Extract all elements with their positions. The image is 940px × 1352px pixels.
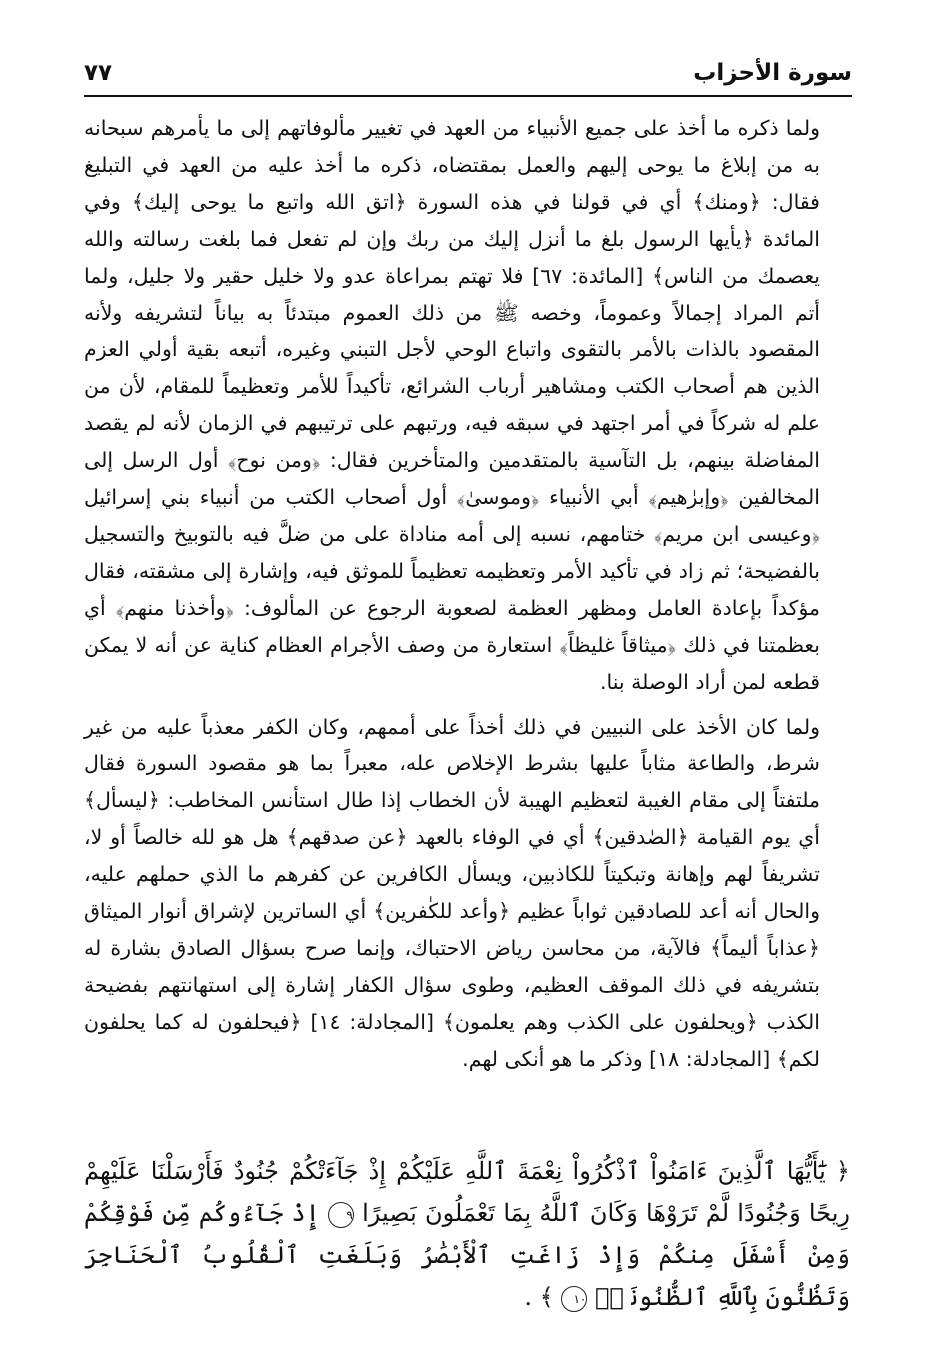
verse-line-2a: وَجُنُودًا لَّمْ تَرَوْهَا وَكَانَ ٱللَّهُ بِمَا تَعْمَلُونَ بَصِيرًا — [362, 1199, 801, 1227]
text-line: ولما ذكره ما أخذ على جميع الأنبياء من العهد في تغيير مألوفاتهم إلى ما يأمرهم — [150, 116, 820, 140]
text-line: للمقام، لأن من علم له شركاً في أمر اجتهد في سبقه فيه، ورتبهم على ترتيبهم في — [84, 374, 820, 436]
page-number: ٧٧ — [84, 60, 113, 86]
text-line: ولما كان الأخذ على النبيين في ذلك أخذاً على أممهم، وكان الكفر معذباً عليه — [156, 714, 820, 739]
verse-line-1: ﴿ يَٰٓأَيُّهَا ٱلَّذِينَ ءَامَنُواْ ٱذْكُرُواْ نِعْمَةَ ٱللَّهِ عَلَيْكُمْ إِذْ جَآءَتْكُمْ جُنُودٌ فَأَرْسَلْنَا عَلَيْهِمْ رِيحًا — [84, 1157, 850, 1227]
text-line: جليل، ولما أتم المراد إجمالاً وعموماً، وخصه ﷺ من ذلك العموم مبتدئاً به بياناً — [84, 263, 820, 325]
text-line: الأجرام العظام كناية عن أنه لا يمكن قطعه لمن أراد الوصلة بنا. — [84, 632, 820, 694]
page-header — [84, 52, 852, 94]
text-line: التبليغ فقال: ﴿ومنك﴾ أي في قولنا في هذه السورة ﴿اتق الله واتبع ما يوحى إليك﴾ — [84, 152, 820, 214]
verse-end: ﴾ . — [524, 1283, 554, 1311]
text-line: الكتب من أنبياء بني إسرائيل ﴿وعيسى ابن مريم﴾ ختامهم، نسبه إلى أمه مناداة على من — [84, 485, 820, 546]
text-line: نوح﴾ أول الرسل إلى المخالفين ﴿وإبرٰهيم﴾ أبي الأنبياء ﴿وموسىٰ﴾ أول أصحاب — [84, 448, 820, 510]
text-line: بسؤال الصادق بشارة له بتشريفه في ذلك الموقف العظيم، وطوى سؤال الكفار إشارة — [84, 935, 820, 997]
text-line: الزمان لأنه لم يقصد المفاضلة بينهم، بل التآسية بالمتقدمين والمتأخرين فقال: ﴿ومن — [84, 411, 820, 473]
text-line: والله يعصمك من الناس﴾ [المائدة: ٦٧] فلا تهتم بمراعاة عدو ولا خليل حقير ولا — [84, 226, 820, 288]
text-line: ﴿فيحلفون له كما يحلفون لكم﴾ [المجادلة: ١٨] وذكر ما هو أنكى لهم. — [84, 1009, 820, 1071]
paragraph-2 — [84, 709, 850, 1078]
text-line: المألوف: ﴿وأخذنا منهم﴾ أي بعظمتنا في ذلك ﴿ميثاقاً غليظاً﴾ استعارة من وصف — [84, 595, 820, 657]
text-line: حملهم عليه، والحال أنه أعد للصادقين ثواباً عظيم ﴿وأعد للكٰفرين﴾ أي الساترين — [84, 862, 820, 924]
text-line: فقال ملتفتاً إلى مقام الغيبة لتعظيم الهيبة لأن الخطاب إذا طال استأنس المخاطب: — [84, 751, 820, 813]
quran-verse-block — [84, 1150, 850, 1318]
text-line: وفي المائدة ﴿يأيها الرسول بلغ ما أنزل إليك من ربك وإن لم تفعل فما بلغت رسالته — [84, 189, 820, 251]
text-line: فيه، وإشارة إلى مشقته، فقال مؤكداً بإعادة العامل ومظهر العظمة لصعوبة الرجوع عن — [84, 558, 821, 620]
text-line: من غير شرط، والطاعة مثاباً عليها بشرط الإخلاص عله، معبراً بما هو مقصود السورة — [84, 714, 820, 776]
text-line: لتشريفه ولأنه المقصود بالذات بالأمر بالتقوى واتباع الوحي لأجل التبني وغيره، أتبعه — [84, 300, 820, 362]
verse-line-2b: إِذْ جَآءُوكُم مِّن فَوْقِكُمْ وَمِنْ أَسْفَلَ مِنكُمْ — [84, 1199, 850, 1269]
header-divider — [84, 95, 852, 97]
ayah-number-10: ١٠ — [561, 1286, 587, 1312]
text-line: ﴿ليسأل﴾ أي يوم القيامة ﴿الصٰدقين﴾ أي في الوفاء بالعهد ﴿عن صدقهم﴾ هل هو لله — [84, 788, 820, 850]
text-line: خالصاً أو لا، تشريفاً لهم وإهانة وتبكيتاً للكاذبين، ويسأل الكافرين عن كفرهم ما الذي — [84, 825, 820, 887]
text-line: سبحانه به من إبلاغ ما يوحى إليهم والعمل بمقتضاه، ذكره ما أخذ عليه من العهد في — [84, 116, 820, 177]
commentary-body — [84, 110, 850, 1078]
text-line: لإشراق أنوار الميثاق ﴿عذاباً أليماً﴾ فالآية، من محاسن رياض الاحتباك، وإنما صرح — [84, 899, 820, 960]
text-line: إلى استهانتهم بفضيحة الكذب ﴿ويحلفون على الكذب وهم يعلمون﴾ [المجادلة: ١٤] — [84, 972, 820, 1034]
text-line: ضلَّ فيه بالتوبيخ والتسجيل بالفضيحة؛ ثم زاد في تأكيد الأمر وتعظيمه تعظيماً للموثق — [84, 521, 820, 583]
surah-title: سورة الأحزاب — [693, 60, 852, 86]
verse-line-3: وَإِذْ زَاغَتِ ٱلْأَبْصَٰرُ وَبَلَغَتِ ٱلْقُلُوبُ ٱلْحَنَاجِرَ وَتَظُنُّونَ بِٱللَّهِ ٱلظُّنُونَا۠ — [84, 1241, 850, 1311]
ayah-number-9: ٩ — [328, 1202, 354, 1228]
paragraph-1 — [84, 110, 850, 701]
text-line: بقية أولي العزم الذين هم أصحاب الكتب ومشاهير أرباب الشرائع، تأكيداً للأمر وتعظيماً — [84, 337, 820, 399]
